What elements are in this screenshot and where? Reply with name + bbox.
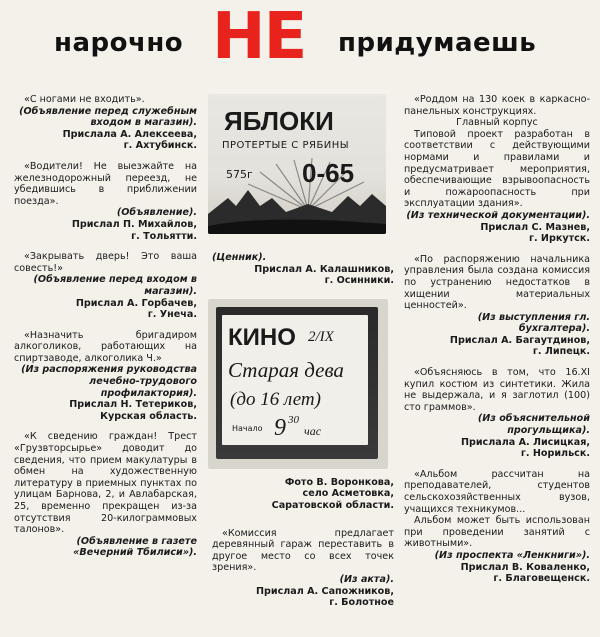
header-ne-block [212,0,324,74]
submission [14,251,197,321]
sign-kino: КИНО [228,323,296,351]
sender-name: Прислал С. Мазнев, [480,221,590,233]
quote-text: «Назначить бригадиром алкоголиков, работающих на спиртзаводе, алкоголика Ч.» [14,329,197,364]
sender-city: г. Благовещенск. [493,573,590,585]
sign-paper [222,315,368,445]
quote-text: «Альбом рассчитан на преподавателей, студентов сельскохозяйственных вузов, учащихся техникумов... [404,468,590,515]
sign-time: 9 [274,414,286,441]
source-note: (Объявление перед служебным входом в магазин). [19,105,197,129]
source-note: (Из технической документации). [406,209,590,221]
middle-column [206,94,394,618]
sender-city: г. Болотное [329,597,394,609]
source-note: (Объявление перед входом в магазин). [33,274,197,297]
quote-text: «Комиссия предлагает деревянный гараж переставить в другое место со всех точек зрения». [212,527,394,574]
header-ne: НЕ [212,0,306,74]
submission [14,94,197,152]
sign-start-label: Начало [232,423,263,433]
sign-age-limit: (до 16 лет) [230,388,321,410]
sender-name: Прислал В. Коваленко, [460,561,590,573]
submission [14,161,197,242]
quote-text: Типовой проект разработан в соответствии с действующими нормами и правилами и предусматривает мероприятия, обеспечивающие взрывоопасность и пожароопасность при эксплуатации здания». [404,128,590,210]
sender-city: г. Унеча. [147,309,197,321]
price-tag-weight: 575г [226,168,253,181]
submission [14,431,197,559]
sender-city: г. Ахтубинск. [123,140,197,152]
sender-city: г. Иркутск. [528,233,590,245]
source-note: (Ценник). [212,252,267,263]
price-tag-caption [206,252,394,287]
quote-text: «Закрывать дверь! Это ваша совесть!» [14,251,197,274]
sender-city: г. Осинники. [324,275,394,287]
source-note: (Объявление в газете «Вечерний Тбилиси»). [73,535,197,559]
source-note: (Из объяснительной прогульщика). [477,413,590,437]
submission [206,528,394,609]
submission [404,469,590,585]
price-tag-photo [208,94,386,234]
sign-date: 2/IX [308,328,334,345]
price-tag-title: ЯБЛОКИ [224,106,334,136]
sender-name: Прислал Н. Тетериков, [69,399,197,411]
submission [14,330,197,423]
price-tag-price: 0-65 [302,158,355,188]
page-header [0,0,600,78]
submission [404,94,590,245]
quote-text: «Роддом на 130 коек в каркасно-панельных конструкциях. [404,94,590,117]
sign-time-unit: час [304,423,322,438]
source-note: (Из акта). [339,573,394,585]
submission [404,254,590,358]
cinema-sign-photo [208,299,388,469]
sender-name: Прислал А. Калашников, [254,263,394,275]
price-tag-drawing [208,94,386,234]
sender-city: г. Тольятти. [131,230,197,242]
source-note: (Объявление). [116,207,197,219]
header-word-left: нарочно [54,28,184,58]
sign-film-title: Старая дева [228,357,344,382]
photo-credit: Саратовской области. [271,499,394,511]
sender-city: г. Липецк. [532,346,590,358]
quote-text: «Водители! Не выезжайте на железнодорожный переезд, не убедившись в приближении поезда». [14,160,197,207]
quote-text: Главный корпус [456,117,538,129]
source-note: (Из проспекта «Ленкниги»). [434,549,590,561]
sender-city: Курская область. [100,410,197,422]
quote-text: «По распоряжению начальника управления была создана комиссия по устранению недостатков в хищении материальных ценностей». [404,253,590,312]
sender-name: Прислал А. Сапожников, [255,585,394,597]
sender-city: г. Норильск. [520,448,590,460]
sender-name: Прислала А. Алексеева, [62,128,197,140]
cinema-sign-drawing [222,315,368,445]
sender-name: Прислала А. Лисицкая, [460,436,590,448]
left-column [14,94,197,568]
sign-time-minutes: 30 [288,413,299,426]
price-tag-subtitle: ПРОТЕРТЫЕ С РЯБИНЫ [222,140,350,151]
quote-text: «Объясняюсь в том, что 16.XI купил костюм из синтетики. Жила не выдержала, и я заглотил (100) сто граммов». [404,367,590,413]
header-word-right: придумаешь [338,28,537,58]
sender-name: Прислал А. Горбачев, [75,297,197,309]
quote-text: Альбом может быть использован при проведении занятий с животными». [404,515,590,550]
quote-text: «К сведению граждан! Трест «Грузвторсырье» доводит до сведения, что прием макулатуры в обмен на художественную литературу в приемных пунктах по улицам Барнова, 2, и Авлабарская, 25, временно прекращен из-за отсутствия 20-килограммовых талонов». [14,431,197,536]
source-note: (Из выступления гл. бухгалтера). [477,311,590,335]
submission [404,367,590,460]
sender-name: Прислал П. Михайлов, [71,218,197,230]
photo-credit: Фото В. Воронкова, [284,476,394,488]
sender-name: Прислал А. Багаутдинов, [449,334,590,346]
quote-text: «С ногами не входить». [24,94,145,105]
right-column [404,94,590,594]
source-note: (Из распоряжения руководства лечебно-трудового профилактория). [21,364,197,399]
photo-credit: село Асметовка, [302,488,394,500]
